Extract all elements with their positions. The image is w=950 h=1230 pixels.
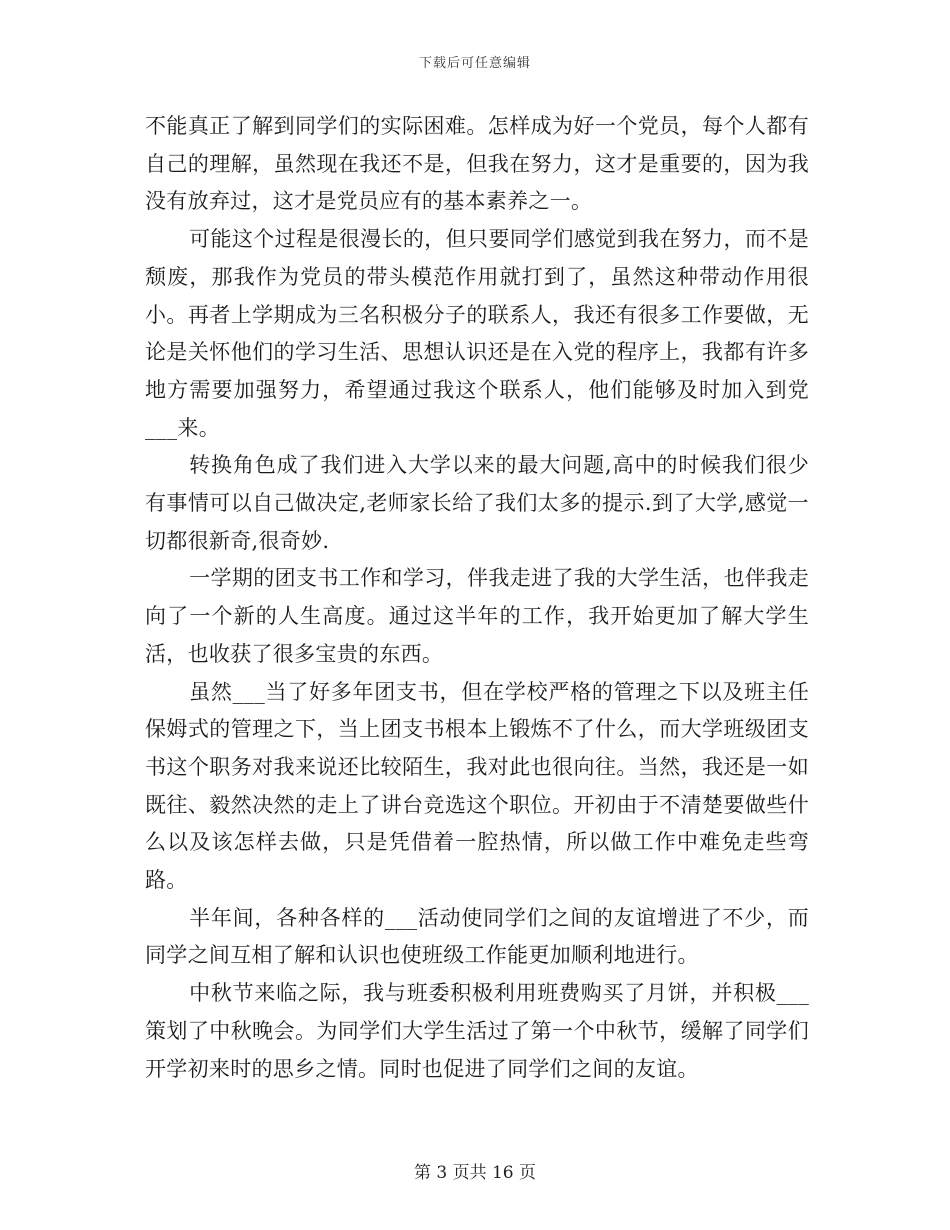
paragraph-5: 虽然___当了好多年团支书，但在学校严格的管理之下以及班主任保姆式的管理之下，当上团支书根本上锻炼不了什么，而大学班级团支书这个职务对我来说还比较陌生，我对此也很向往。当然，我还是一如既往、毅然决然的走上了讲台竞选这个职位。开初由于不清楚要做些什么以及该怎样去做，只是凭借着一腔热情，所以做工作中难免走些弯路。: [145, 679, 809, 893]
paragraph-6: 半年间，各种各样的___活动使同学们之间的友谊增进了不少，而同学之间互相了解和认识也使班级工作能更加顺利地进行。: [145, 905, 809, 968]
paragraph-4: 一学期的团支书工作和学习，伴我走进了我的大学生活，也伴我走向了一个新的人生高度。通过这半年的工作，我开始更加了解大学生活，也收获了很多宝贵的东西。: [145, 566, 809, 666]
page-header: 下载后可任意编辑: [418, 56, 531, 71]
page-number: 第 3 页共 16 页: [413, 1163, 537, 1183]
document-body: [145, 108, 809, 1088]
paragraph-2: 可能这个过程是很漫长的，但只要同学们感觉到我在努力，而不是颓废，那我作为党员的带头模范作用就打到了，虽然这种带动作用很小。再者上学期成为三名积极分子的联系人，我还有很多工作要做，无论是关怀他们的学习生活、思想认识还是在入党的程序上，我都有许多地方需要加强努力，希望通过我这个联系人，他们能够及时加入到党___来。: [145, 227, 809, 440]
paragraph-1: 不能真正了解到同学们的实际困难。怎样成为好一个党员，每个人都有自己的理解，虽然现在我还不是，但我在努力，这才是重要的，因为我没有放弃过，这才是党员应有的基本素养之一。: [145, 114, 809, 214]
paragraph-3: 转换角色成了我们进入大学以来的最大问题,高中的时候我们很少有事情可以自己做决定,老师家长给了我们太多的提示.到了大学,感觉一切都很新奇,很奇妙.: [145, 453, 809, 553]
paragraph-7: 中秋节来临之际，我与班委积极利用班费购买了月饼，并积极___策划了中秋晚会。为同学们大学生活过了第一个中秋节，缓解了同学们开学初来时的思乡之情。同时也促进了同学们之间的友谊。: [145, 981, 809, 1081]
